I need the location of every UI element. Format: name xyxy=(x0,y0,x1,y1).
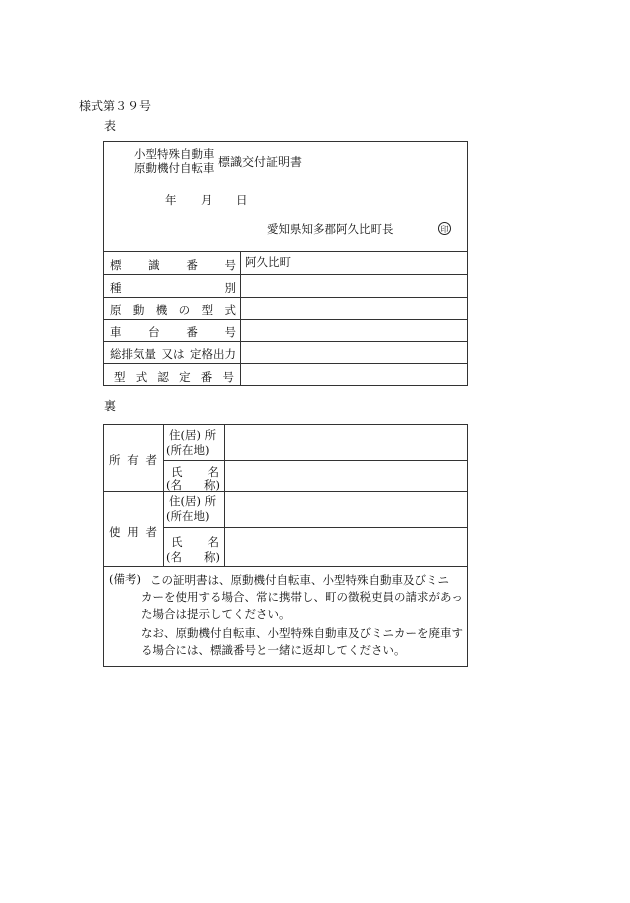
remarks-line: た場合は提示してください。 xyxy=(141,607,291,621)
divider xyxy=(103,363,468,364)
divider xyxy=(103,297,468,298)
user-name-label: 氏 名 xyxy=(171,535,219,549)
seal-mark: 印 xyxy=(438,222,451,235)
divider xyxy=(103,566,468,567)
divider xyxy=(103,491,468,492)
date-year-label: 年 xyxy=(165,193,177,207)
divider xyxy=(103,251,468,252)
user-name-sublabel: (名 称) xyxy=(166,550,220,564)
remarks-line: る場合には、標識番号と一緒に返却してください。 xyxy=(141,643,406,657)
owner-address-label: 住(居) 所 xyxy=(169,428,217,442)
remarks-line: カーを使用する場合、常に携帯し、町の徴税吏員の請求があっ xyxy=(141,590,463,604)
issuer-name: 愛知県知多郡阿久比町長 xyxy=(267,222,394,236)
form-number: 様式第３９号 xyxy=(79,99,152,113)
vehicle-type-moped: 原動機付自転車 xyxy=(134,161,215,175)
divider xyxy=(163,424,164,566)
row-label-displacement: 総排気量 又は 定格出力 xyxy=(110,347,236,361)
divider xyxy=(103,274,468,275)
date-month-label: 月 xyxy=(201,193,213,207)
owner-name-sublabel: (名 称) xyxy=(166,478,220,492)
owner-address-sublabel: (所在地) xyxy=(166,443,210,457)
remarks-label: (備考) xyxy=(109,572,141,586)
back-side-label: 裏 xyxy=(104,399,117,413)
owner-label: 所 有 者 xyxy=(109,453,157,467)
user-address-label: 住(居) 所 xyxy=(169,494,217,508)
divider xyxy=(163,460,468,461)
row-label-chassis-number: 車 台 番 号 xyxy=(110,325,236,339)
owner-name-label: 氏 名 xyxy=(171,465,219,479)
vehicle-type-small-special: 小型特殊自動車 xyxy=(134,147,215,161)
user-label: 使 用 者 xyxy=(109,525,157,539)
row-label-type: 種 別 xyxy=(110,281,236,295)
remarks-line: この証明書は、原動機付自転車、小型特殊自動車及びミニ xyxy=(150,573,449,587)
row-label-plate-number: 標 識 番 号 xyxy=(110,258,236,272)
row-label-engine-model: 原 動 機 の 型 式 xyxy=(110,303,236,317)
divider xyxy=(103,319,468,320)
plate-number-value: 阿久比町 xyxy=(245,255,291,269)
user-address-sublabel: (所在地) xyxy=(166,509,210,523)
divider xyxy=(163,527,468,528)
date-day-label: 日 xyxy=(236,193,248,207)
row-label-type-approval: 型 式 認 定 番 号 xyxy=(114,370,234,384)
certificate-title: 標識交付証明書 xyxy=(218,155,303,169)
front-side-label: 表 xyxy=(104,119,117,133)
remarks-line: なお、原動機付自転車、小型特殊自動車及びミニカーを廃車す xyxy=(141,626,463,640)
divider xyxy=(103,341,468,342)
divider xyxy=(240,251,241,386)
divider xyxy=(224,424,225,566)
